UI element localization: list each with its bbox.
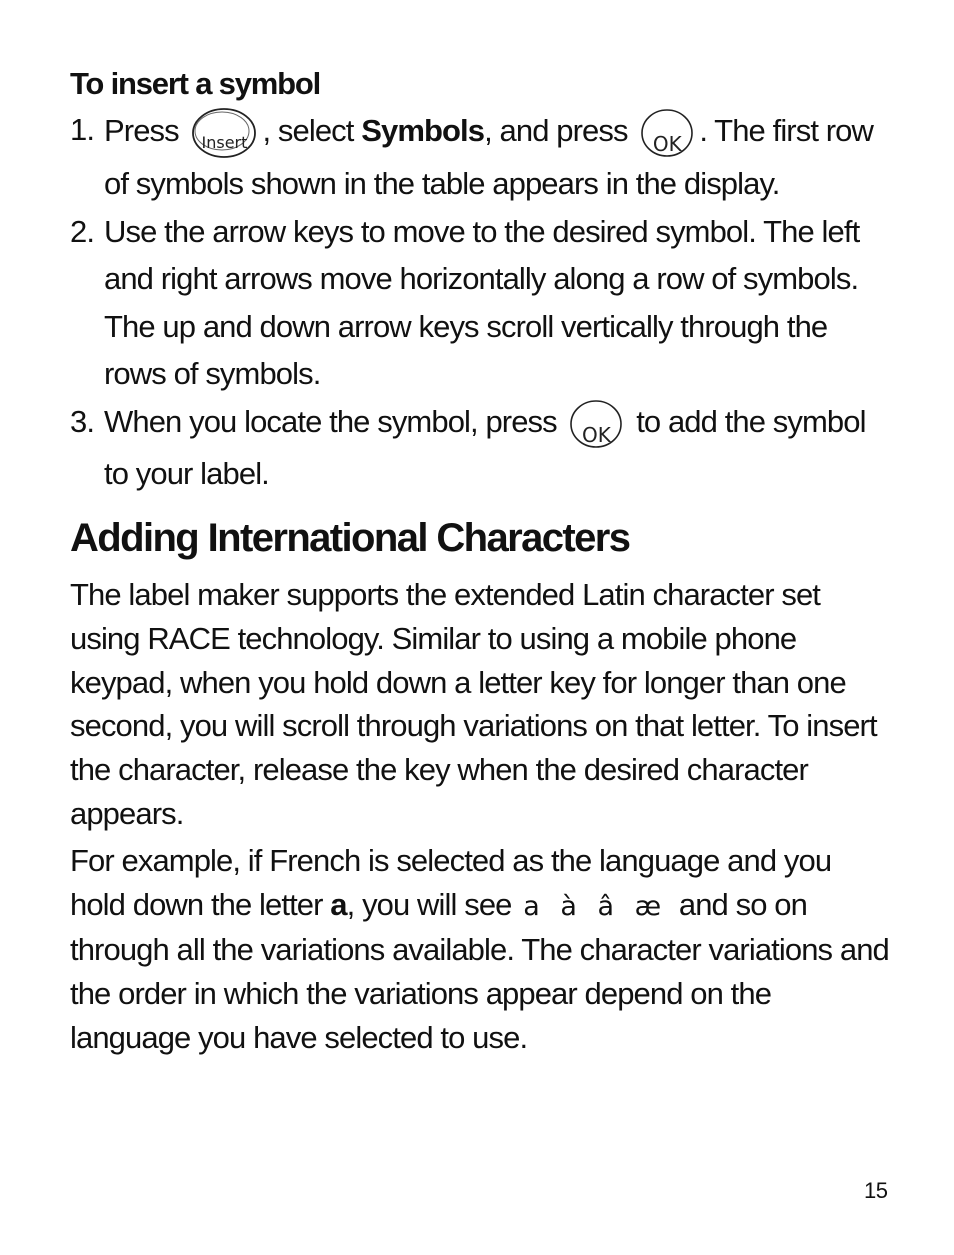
- step-number: 2.: [70, 213, 95, 249]
- step-1: [70, 106, 890, 208]
- page-number: 15: [864, 1178, 888, 1203]
- step-text: to add the symbol to your label.: [104, 403, 866, 491]
- menu-option-symbols: Symbols: [361, 113, 485, 149]
- heading-international-characters: Adding International Characters: [70, 516, 630, 560]
- step-number: 1.: [70, 112, 95, 147]
- paragraph-race: The label maker supports the extended Latin character set using RACE technology. Similar to using a mobile phone keypad, when you hold down a letter key for longer than one second, you will scroll through variations on that letter. To insert the character, release the key when the desired character appears.: [70, 577, 877, 831]
- step-text: Use the arrow keys to move to the desired symbol. The left and right arrows move horizontally along a row of symbols. The up and down arrow keys scroll vertically through the rows of symbols.: [104, 213, 860, 391]
- step-text: . The first row of symbols shown in the table appears in the display.: [104, 113, 874, 201]
- paragraph-text: For example, if French is selected as the language and you hold down the letter: [70, 842, 832, 922]
- ok-key-icon: OK: [568, 398, 624, 450]
- step-text: , select: [262, 113, 362, 149]
- example-letter: a: [330, 886, 347, 922]
- paragraph-example: [70, 839, 890, 1060]
- page-content: [70, 62, 890, 1060]
- insert-key-icon: Insert: [190, 106, 258, 160]
- step-text: , and press: [484, 113, 628, 149]
- step-number: 3.: [70, 403, 95, 439]
- character-variations: a à â æ: [523, 890, 668, 922]
- step-2: [70, 208, 890, 398]
- subheading-insert-symbol: To insert a symbol: [70, 66, 320, 101]
- paragraph-text: , you will see: [346, 886, 512, 922]
- paragraph-text: and so on through all the variations available. The character variations and the order in which the variations appear depend on the language you have selected to use.: [70, 886, 889, 1055]
- step-text: Press: [104, 113, 179, 149]
- step-3: [70, 398, 890, 498]
- steps-list: [70, 106, 890, 497]
- step-text: When you locate the symbol, press: [104, 403, 557, 439]
- ok-key-icon: OK: [639, 107, 695, 159]
